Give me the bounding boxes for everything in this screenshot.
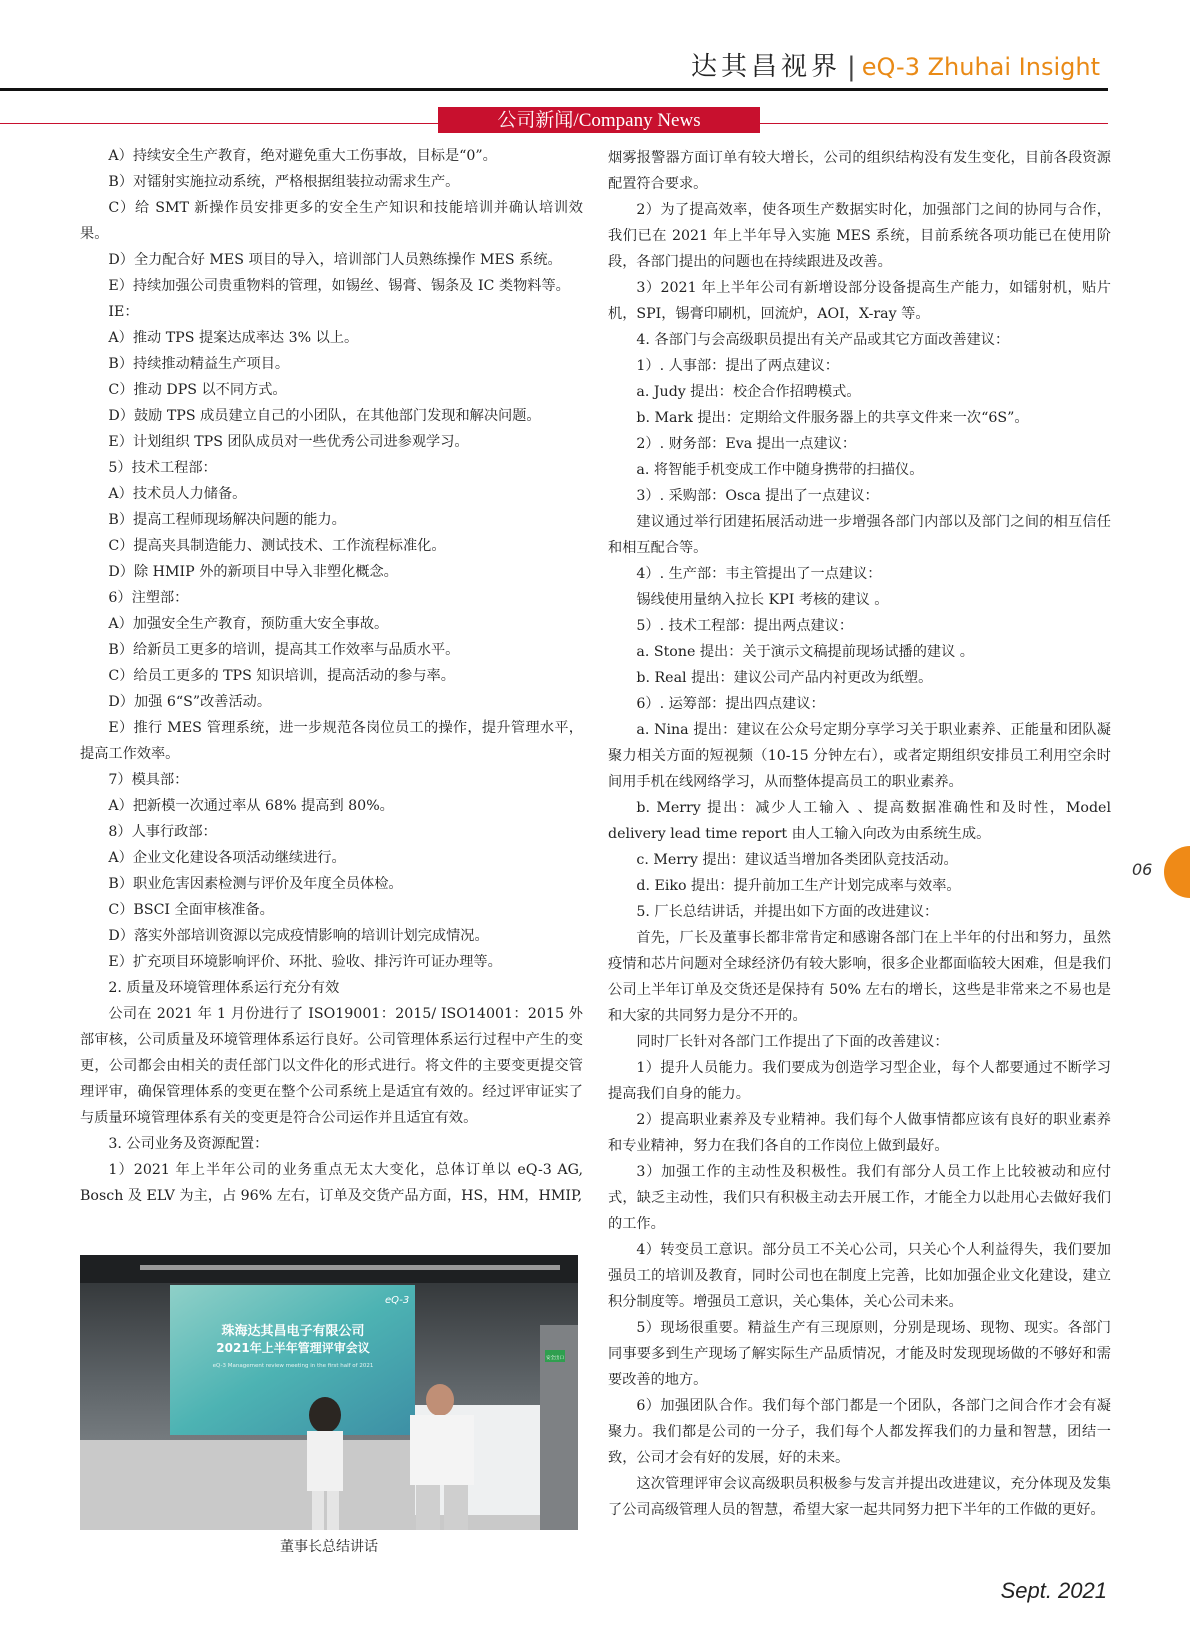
right-column [608,145,1111,1523]
paragraph: IE： [108,304,139,320]
paragraph: D）全力配合好 MES 项目的导入，培训部门人员熟练操作 MES 系统。 [108,252,562,268]
magazine-title-en: eQ-3 Zhuhai Insight [861,53,1100,81]
paragraph: 1）提升人员能力。我们要成为创造学习型企业，每个人都要通过不断学习提高我们自身的能力。 [608,1060,1111,1102]
paragraph: C）BSCI 全面审核准备。 [108,902,274,918]
paragraph: B）职业危害因素检测与评价及年度全员体检。 [108,876,403,892]
paragraph: 这次管理评审会议高级职员积极参与发言并提出改进建议，充分体现及发集了公司高级管理人员的智慧，希望大家一起共同努力把下半年的工作做的更好。 [608,1476,1111,1518]
paragraph: D）除 HMIP 外的新项目中导入非塑化概念。 [108,564,398,580]
paragraph: 4）. 生产部：韦主管提出了一点建议： [636,566,882,582]
paragraph: 5. 厂长总结讲话，并提出如下方面的改进建议： [636,904,939,920]
paragraph: 2）. 财务部：Eva 提出一点建议： [636,436,857,452]
paragraph: A）把新模一次通过率从 68% 提高到 80%。 [108,798,394,814]
paragraph: b. Real 提出：建议公司产品内衬更改为纸塑。 [636,670,933,686]
paragraph: 1）2021 年上半年公司的业务重点无太大变化，总体订单以 eQ-3 AG, Bosch 及 ELV 为主，占 96% 左右，订单及交货产品方面，HS，HM，HMIP, [80,1162,583,1204]
screen-logo: eQ-3 [385,1295,410,1306]
paragraph: 3. 公司业务及资源配置： [108,1136,269,1152]
section-banner [438,107,760,133]
paragraph: A）企业文化建设各项活动继续进行。 [108,850,346,866]
page-tab [1164,846,1190,898]
screen-text-line3: eQ-3 Management review meeting in the first half of 2021 [212,1363,374,1369]
paragraph: 公司在 2021 年 1 月份进行了 ISO19001：2015/ ISO14001：2015 外部审核，公司质量及环境管理体系运行良好。公司管理体系运行过程中产生的变更，公司都会由相关的责任部门以文件化的形式进行。将文件的主要变更提交管理评审，确保管理体系的变更在整个公司系统上是适宜有效的。经过评审证实了与质量环境管理体系有关的变更是符合公司运作并且适宜有效。 [80,1006,583,1126]
paragraph: 2）提高职业素养及专业精神。我们每个人做事情都应该有良好的职业素养和专业精神，努力在我们各自的工作岗位上做到最好。 [608,1112,1111,1154]
paragraph: 建议通过举行团建拓展活动进一步增强各部门内部以及部门之间的相互信任和相互配合等。 [608,514,1111,556]
paragraph: D）加强 6“S”改善活动。 [108,694,272,710]
left-column [80,143,583,1209]
paragraph: 2. 质量及环境管理体系运行充分有效 [108,980,340,996]
paragraph: 6）. 运筹部：提出四点建议： [636,696,825,712]
paragraph: C）给员工更多的 TPS 知识培训，提高活动的参与率。 [108,668,455,684]
paragraph: 3）加强工作的主动性及积极性。我们有部分人员工作上比较被动和应付式，缺乏主动性，我们只有积极主动去开展工作，才能全力以赴用心去做好我们的工作。 [608,1164,1111,1232]
exit-sign: 安全出口 [546,1356,564,1361]
paragraph: 3）2021 年上半年公司有新增设部分设备提高生产能力，如镭射机，贴片机，SPI，锡膏印刷机，回流炉，AOI，X-ray 等。 [608,280,1111,322]
paragraph: 同时厂长针对各部门工作提出了下面的改善建议： [636,1034,949,1050]
issue-date: Sept. 2021 [1000,1578,1107,1603]
paragraph: 4. 各部门与会高级职员提出有关产品或其它方面改善建议： [636,332,1010,348]
paragraph: 6）注塑部： [108,590,189,606]
photo-caption: 董事长总结讲话 [280,1539,378,1555]
paragraph: a. Nina 提出：建议在公众号定期分享学习关于职业素养、正能量和团队凝聚力相关方面的短视频（10-15 分钟左右），或者定期组织安排员工利用空余时间用手机在线网络学习，从而整体提高员工的职业素养。 [608,722,1111,790]
paragraph: C）推动 DPS 以不同方式。 [108,382,287,398]
paragraph: 2）为了提高效率，使各项生产数据实时化，加强部门之间的协同与合作，我们已在 2021 年上半年导入实施 MES 系统，目前系统各项功能已在使用阶段，各部门提出的问题也在持续跟进及改善。 [608,202,1111,270]
paragraph: E）持续加强公司贵重物料的管理，如锡丝、锡膏、锡条及 IC 类物料等。 [108,278,570,294]
paragraph: d. Eiko 提出：提升前加工生产计划完成率与效率。 [636,878,961,894]
paragraph: B）对镭射实施拉动系统，严格根据组装拉动需求生产。 [108,174,460,190]
paragraph: C）提高夹具制造能力、测试技术、工作流程标准化。 [108,538,446,554]
paragraph: 5）现场很重要。精益生产有三现原则，分别是现场、现物、现实。各部门同事要多到生产现场了解实际生产品质情况，才能及时发现现场做的不够好和需要改善的地方。 [608,1320,1111,1388]
paragraph: E）计划组织 TPS 团队成员对一些优秀公司进参观学习。 [108,434,469,450]
paragraph: C）给 SMT 新操作员安排更多的安全生产知识和技能培训并确认培训效果。 [80,200,583,242]
paragraph: B）给新员工更多的培训，提高其工作效率与品质水平。 [108,642,460,658]
paragraph: 锡线使用量纳入拉长 KPI 考核的建议 。 [636,592,889,608]
paragraph: b. Merry 提出：减少人工输入 、提高数据准确性和及时性，Model delivery lead time report 由人工输入向改为由系统生成。 [608,800,1111,842]
paragraph: 5）技术工程部： [108,460,217,476]
header-rule [0,88,1108,91]
paragraph: 1）. 人事部：提出了两点建议： [636,358,839,374]
paragraph: 6）加强团队合作。我们每个部门都是一个团队，各部门之间合作才会有凝聚力。我们都是公司的一分子，我们每个人都发挥我们的力量和智慧，团结一致，公司才会有好的发展，好的未来。 [608,1398,1111,1466]
paragraph: 5）. 技术工程部：提出两点建议： [636,618,854,634]
paragraph: 7）模具部： [108,772,189,788]
paragraph: a. Stone 提出：关于演示文稿提前现场试播的建议 。 [636,644,974,660]
paragraph: 烟雾报警器方面订单有较大增长，公司的组织结构没有发生变化，目前各段资源配置符合要求。 [608,150,1111,192]
paragraph: a. Judy 提出：校企合作招聘模式。 [636,384,861,400]
paragraph: A）推动 TPS 提案达成率达 3% 以上。 [108,330,359,346]
paragraph: E）扩充项目环境影响评价、环批、验收、排污许可证办理等。 [108,954,502,970]
magazine-title [691,50,1100,84]
paragraph: 4）转变员工意识。部分员工不关心公司，只关心个人利益得失，我们要加强员工的培训及教育，同时公司也在制度上完善，比如加强企业文化建设，建立积分制度等。增强员工意识，关心集体，关心公司未来。 [608,1242,1111,1310]
paragraph: B）持续推动精益生产项目。 [108,356,290,372]
paragraph: A）技术员人力储备。 [108,486,247,502]
screen-text-line2: 2021年上半年管理评审会议 [216,1341,370,1355]
section-title-en: Company News [578,110,701,131]
magazine-title-cn: 达其昌视界 [690,52,841,82]
paragraph: A）加强安全生产教育，预防重大安全事故。 [108,616,389,632]
page-number: 06 [1132,860,1153,879]
paragraph: a. 将智能手机变成工作中随身携带的扫描仪。 [636,462,924,478]
paragraph: 首先，厂长及董事长都非常肯定和感谢各部门在上半年的付出和努力，虽然疫情和芯片问题对全球经济仍有较大影响，很多企业都面临较大困难，但是我们公司上半年订单及交货还是保持有 50% 左右的增长，这些是非常来之不易也是和大家的共同努力是分不开的。 [608,930,1111,1024]
paragraph: 3）. 采购部：Osca 提出了一点建议： [636,488,879,504]
section-slash: / [573,110,579,131]
paragraph: D）鼓励 TPS 成员建立自己的小团队，在其他部门发现和解决问题。 [108,408,541,424]
paragraph: A）持续安全生产教育，绝对避免重大工伤事故，目标是“0”。 [108,148,497,164]
section-title-cn: 公司新闻 [497,109,574,131]
paragraph: b. Mark 提出：定期给文件服务器上的共享文件来一次“6S”。 [636,410,1029,426]
paragraph: B）提高工程师现场解决问题的能力。 [108,512,346,528]
meeting-photo [80,1255,578,1530]
title-separator: | [846,52,856,82]
paragraph: c. Merry 提出：建议适当增加各类团队竞技活动。 [636,852,958,868]
paragraph: E）推行 MES 管理系统，进一步规范各岗位员工的操作，提升管理水平，提高工作效率。 [80,720,583,762]
paragraph: 8）人事行政部： [108,824,217,840]
paragraph: D）落实外部培训资源以完成疫情影响的培训计划完成情况。 [108,928,489,944]
screen-text-line1: 珠海达其昌电子有限公司 [221,1324,365,1339]
